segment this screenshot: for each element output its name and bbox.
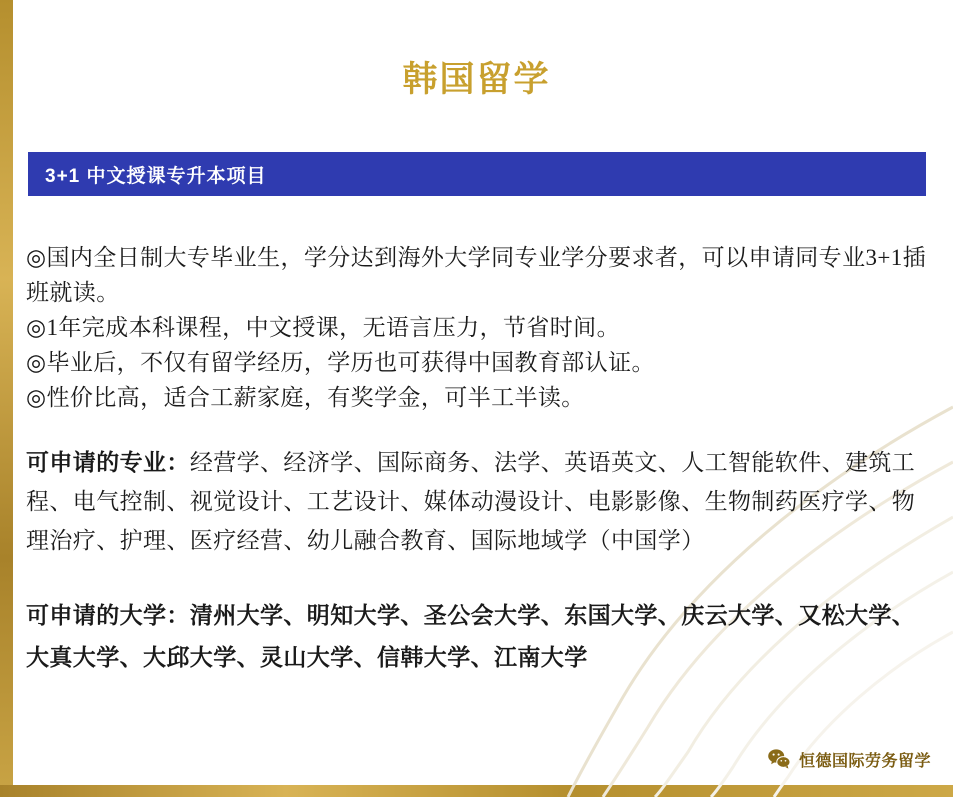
footer-label: 恒德国际劳务留学 (798, 752, 931, 770)
universities-text: 清州大学、明知大学、圣公会大学、东国大学、庆云大学、又松大学、大真大学、大邱大学、灵山大学、信韩大学、江南大学 (26, 602, 916, 670)
footer (767, 747, 931, 771)
bullet-list (26, 240, 932, 415)
universities-section (26, 594, 932, 678)
page-title: 韩国留学 (402, 60, 551, 99)
content-body (26, 240, 932, 678)
majors-section (26, 443, 932, 560)
wechat-icon (767, 747, 791, 771)
list-item: ◎毕业后，不仅有留学经历，学历也可获得中国教育部认证。 (26, 350, 655, 375)
list-item: ◎国内全日制大专毕业生，学分达到海外大学同专业学分要求者，可以申请同专业3+1插班就读。 (26, 245, 927, 305)
list-item: ◎1年完成本科课程，中文授课，无语言压力，节省时间。 (26, 315, 620, 340)
left-gold-bar (0, 0, 13, 797)
section-band (28, 152, 926, 196)
universities-label: 可申请的大学： (26, 602, 190, 628)
majors-text: 经营学、经济学、国际商务、法学、英语英文、人工智能软件、建筑工程、电气控制、视觉设计、工艺设计、媒体动漫设计、电影影像、生物制药医疗学、物理治疗、护理、医疗经营、幼儿融合教育、国际地域学（中国学） (26, 450, 916, 553)
section-band-label: 3+1 中文授课专升本项目 (45, 165, 267, 187)
bottom-gold-bar (0, 785, 953, 797)
majors-label: 可申请的专业： (26, 450, 190, 475)
list-item: ◎性价比高，适合工薪家庭，有奖学金，可半工半读。 (26, 385, 585, 410)
